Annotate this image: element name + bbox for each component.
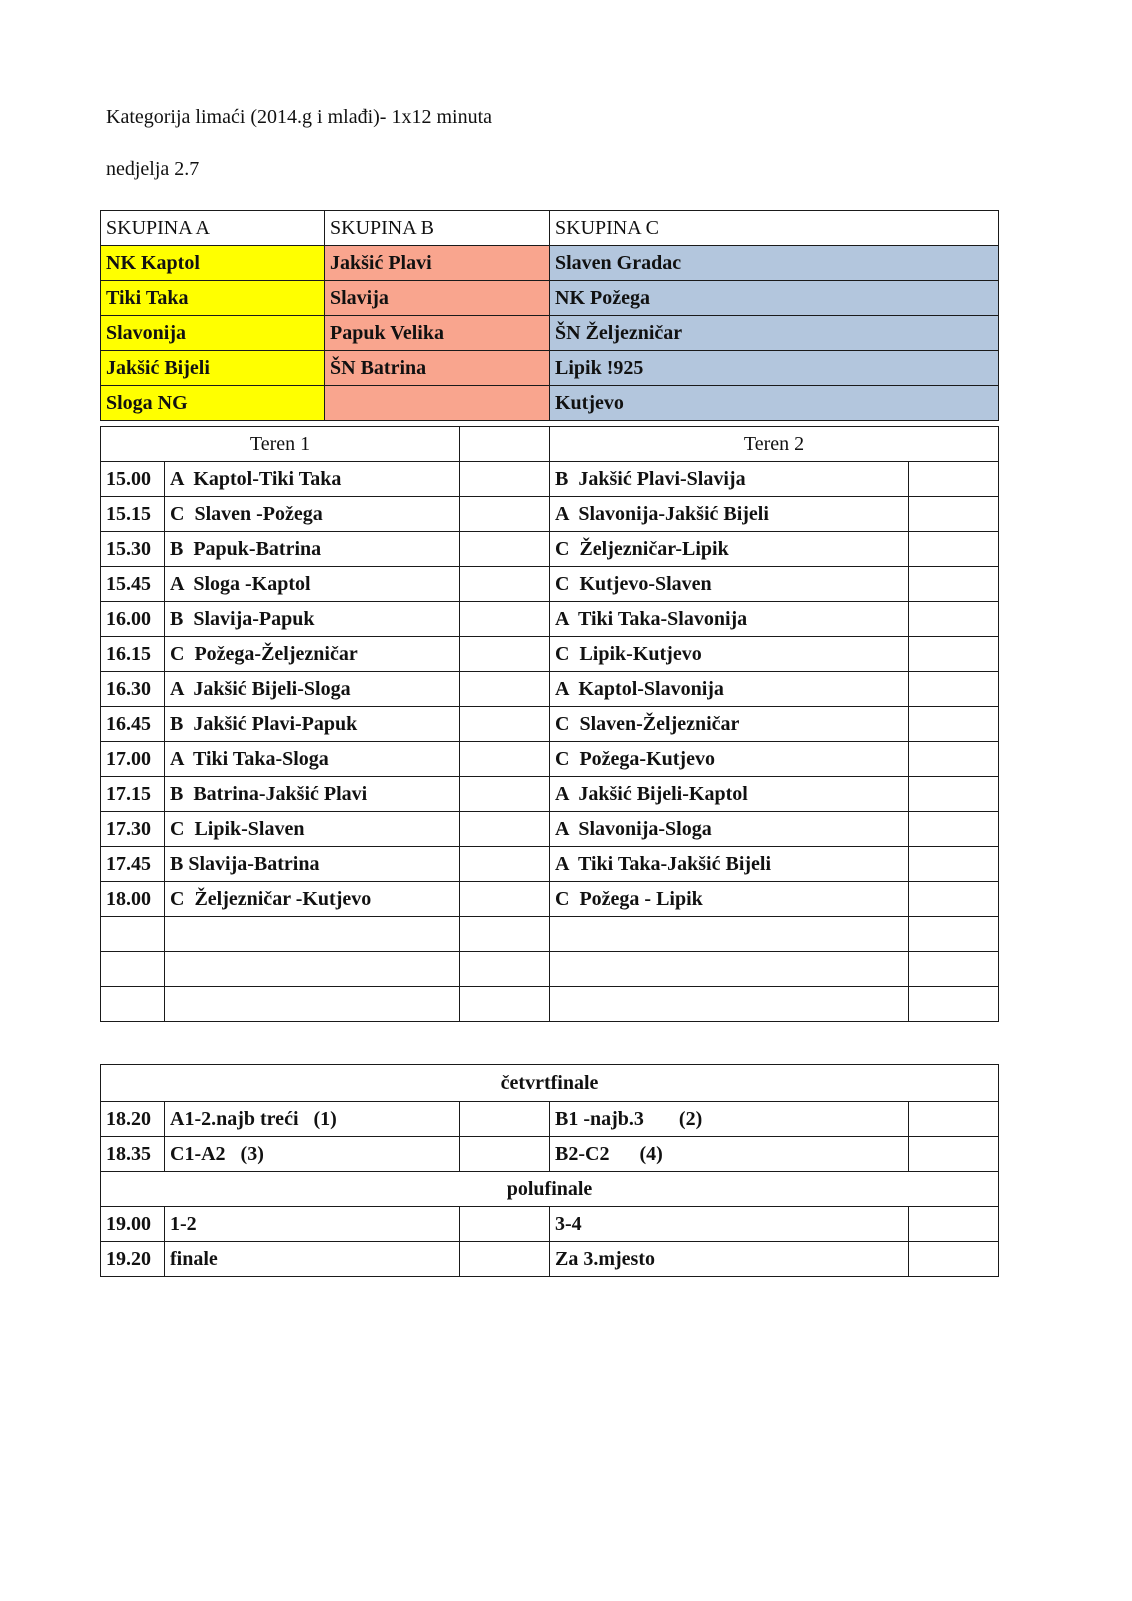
document-date: nedjelja 2.7 (106, 158, 200, 180)
match-time: 16.00 (101, 602, 165, 637)
field-1-match: A1-2.najb treći (1) (165, 1102, 460, 1137)
field-2-match: A Jakšić Bijeli-Kaptol (550, 777, 909, 812)
field-2-match: A Slavonija-Sloga (550, 812, 909, 847)
match-time: 16.15 (101, 637, 165, 672)
match-time: 17.00 (101, 742, 165, 777)
match-time: 17.30 (101, 812, 165, 847)
match-time: 17.45 (101, 847, 165, 882)
match-time: 18.20 (101, 1102, 165, 1137)
groups-table (100, 210, 999, 421)
group-a-header: SKUPINA A (101, 211, 325, 246)
field-1-result (460, 672, 550, 707)
group-c-team: Kutjevo (550, 386, 999, 421)
schedule-row (101, 637, 999, 672)
field-1-result (460, 952, 550, 987)
field-2-result (909, 497, 999, 532)
match-time: 19.20 (101, 1242, 165, 1277)
group-c-team: ŠN Željezničar (550, 316, 999, 351)
field-1-result (460, 812, 550, 847)
field-2-match: A Tiki Taka-Jakšić Bijeli (550, 847, 909, 882)
field-1-match: B Batrina-Jakšić Plavi (165, 777, 460, 812)
field-1-extra (460, 427, 550, 462)
field-2-match (550, 952, 909, 987)
field-2-match: 3-4 (550, 1207, 909, 1242)
semifinal-label: polufinale (101, 1172, 999, 1207)
match-time: 15.00 (101, 462, 165, 497)
field-1-match: 1-2 (165, 1207, 460, 1242)
field-1-result (460, 602, 550, 637)
match-time: 15.45 (101, 567, 165, 602)
groups-row (101, 386, 999, 421)
schedule-row (101, 812, 999, 847)
field-1-result (460, 1242, 550, 1277)
schedule-row (101, 602, 999, 637)
field-2-match: C Slaven-Željezničar (550, 707, 909, 742)
field-2-match: A Tiki Taka-Slavonija (550, 602, 909, 637)
field-1-result (460, 462, 550, 497)
field-2-result (909, 777, 999, 812)
field-2-result (909, 1102, 999, 1137)
match-time: 16.45 (101, 707, 165, 742)
field-2-result (909, 742, 999, 777)
field-2-match: C Požega - Lipik (550, 882, 909, 917)
field-1-match (165, 952, 460, 987)
field-2-result (909, 1207, 999, 1242)
schedule-row (101, 917, 999, 952)
match-time (101, 917, 165, 952)
field-2-match: B Jakšić Plavi-Slavija (550, 462, 909, 497)
match-time: 16.30 (101, 672, 165, 707)
field-1-match: B Slavija-Batrina (165, 847, 460, 882)
field-2-match (550, 917, 909, 952)
schedule-row (101, 777, 999, 812)
schedule-field-header-row (101, 427, 999, 462)
schedule-row (101, 952, 999, 987)
document-title: Kategorija limaći (2014.g i mlađi)- 1x12 minuta (106, 106, 493, 128)
field-2-result (909, 1242, 999, 1277)
knockout-row (101, 1102, 999, 1137)
group-a-team: Slavonija (101, 316, 325, 351)
match-time (101, 952, 165, 987)
schedule-row (101, 987, 999, 1022)
field-2-match: B1 -najb.3 (2) (550, 1102, 909, 1137)
match-time (101, 987, 165, 1022)
field-1-match: B Papuk-Batrina (165, 532, 460, 567)
field-2-result (909, 812, 999, 847)
field-1-match: C Požega-Željezničar (165, 637, 460, 672)
field-2-match: C Kutjevo-Slaven (550, 567, 909, 602)
match-time: 19.00 (101, 1207, 165, 1242)
field-1-match: finale (165, 1242, 460, 1277)
match-time: 15.30 (101, 532, 165, 567)
field-1-result (460, 742, 550, 777)
field-2-result (909, 1137, 999, 1172)
schedule-row (101, 847, 999, 882)
field-2-result (909, 602, 999, 637)
match-time: 18.35 (101, 1137, 165, 1172)
group-b-team: Jakšić Plavi (325, 246, 550, 281)
field-1-result (460, 497, 550, 532)
group-a-team: Tiki Taka (101, 281, 325, 316)
field-1-result (460, 987, 550, 1022)
field-2-label: Teren 2 (550, 427, 999, 462)
schedule-row (101, 497, 999, 532)
field-2-match: C Lipik-Kutjevo (550, 637, 909, 672)
field-1-match: C Slaven -Požega (165, 497, 460, 532)
field-1-match (165, 987, 460, 1022)
schedule-row (101, 672, 999, 707)
group-b-team: Papuk Velika (325, 316, 550, 351)
group-b-team (325, 386, 550, 421)
field-2-match: C Željezničar-Lipik (550, 532, 909, 567)
field-1-result (460, 567, 550, 602)
schedule-row (101, 532, 999, 567)
field-1-match: B Jakšić Plavi-Papuk (165, 707, 460, 742)
field-2-result (909, 462, 999, 497)
schedule-row (101, 707, 999, 742)
groups-header-row (101, 211, 999, 246)
field-2-match: A Slavonija-Jakšić Bijeli (550, 497, 909, 532)
schedule-row (101, 742, 999, 777)
field-1-result (460, 777, 550, 812)
field-2-result (909, 917, 999, 952)
group-a-team: Jakšić Bijeli (101, 351, 325, 386)
field-2-result (909, 952, 999, 987)
field-2-result (909, 637, 999, 672)
knockout-row (101, 1242, 999, 1277)
match-time: 15.15 (101, 497, 165, 532)
schedule-row (101, 882, 999, 917)
field-1-result (460, 882, 550, 917)
field-1-match (165, 917, 460, 952)
quarterfinal-header-row (101, 1065, 999, 1102)
schedule-row (101, 462, 999, 497)
schedule-table (100, 426, 999, 1022)
group-c-team: Lipik !925 (550, 351, 999, 386)
field-2-match (550, 987, 909, 1022)
knockout-row (101, 1137, 999, 1172)
field-1-match: A Jakšić Bijeli-Sloga (165, 672, 460, 707)
field-1-match: A Tiki Taka-Sloga (165, 742, 460, 777)
knockout-table (100, 1064, 999, 1277)
field-1-match: C Lipik-Slaven (165, 812, 460, 847)
field-2-match: B2-C2 (4) (550, 1137, 909, 1172)
field-2-result (909, 567, 999, 602)
field-1-result (460, 1137, 550, 1172)
field-1-result (460, 847, 550, 882)
knockout-row (101, 1207, 999, 1242)
field-1-label: Teren 1 (101, 427, 460, 462)
schedule-row (101, 567, 999, 602)
match-time: 17.15 (101, 777, 165, 812)
field-2-match: C Požega-Kutjevo (550, 742, 909, 777)
field-2-result (909, 707, 999, 742)
group-b-team: Slavija (325, 281, 550, 316)
field-2-match: Za 3.mjesto (550, 1242, 909, 1277)
field-1-match: C1-A2 (3) (165, 1137, 460, 1172)
groups-row (101, 351, 999, 386)
group-a-team: Sloga NG (101, 386, 325, 421)
groups-row (101, 281, 999, 316)
field-2-result (909, 987, 999, 1022)
semifinal-header-row (101, 1172, 999, 1207)
field-1-result (460, 1207, 550, 1242)
field-1-result (460, 707, 550, 742)
field-1-result (460, 1102, 550, 1137)
group-b-team: ŠN Batrina (325, 351, 550, 386)
field-1-match: C Željezničar -Kutjevo (165, 882, 460, 917)
field-1-match: B Slavija-Papuk (165, 602, 460, 637)
field-2-result (909, 532, 999, 567)
quarterfinal-label: četvrtfinale (101, 1065, 999, 1102)
group-b-header: SKUPINA B (325, 211, 550, 246)
field-1-match: A Sloga -Kaptol (165, 567, 460, 602)
field-1-result (460, 532, 550, 567)
group-c-team: NK Požega (550, 281, 999, 316)
field-2-result (909, 882, 999, 917)
field-1-result (460, 637, 550, 672)
field-2-result (909, 672, 999, 707)
field-1-result (460, 917, 550, 952)
field-1-match: A Kaptol-Tiki Taka (165, 462, 460, 497)
field-2-match: A Kaptol-Slavonija (550, 672, 909, 707)
group-c-header: SKUPINA C (550, 211, 999, 246)
groups-row (101, 246, 999, 281)
match-time: 18.00 (101, 882, 165, 917)
group-c-team: Slaven Gradac (550, 246, 999, 281)
groups-row (101, 316, 999, 351)
group-a-team: NK Kaptol (101, 246, 325, 281)
field-2-result (909, 847, 999, 882)
